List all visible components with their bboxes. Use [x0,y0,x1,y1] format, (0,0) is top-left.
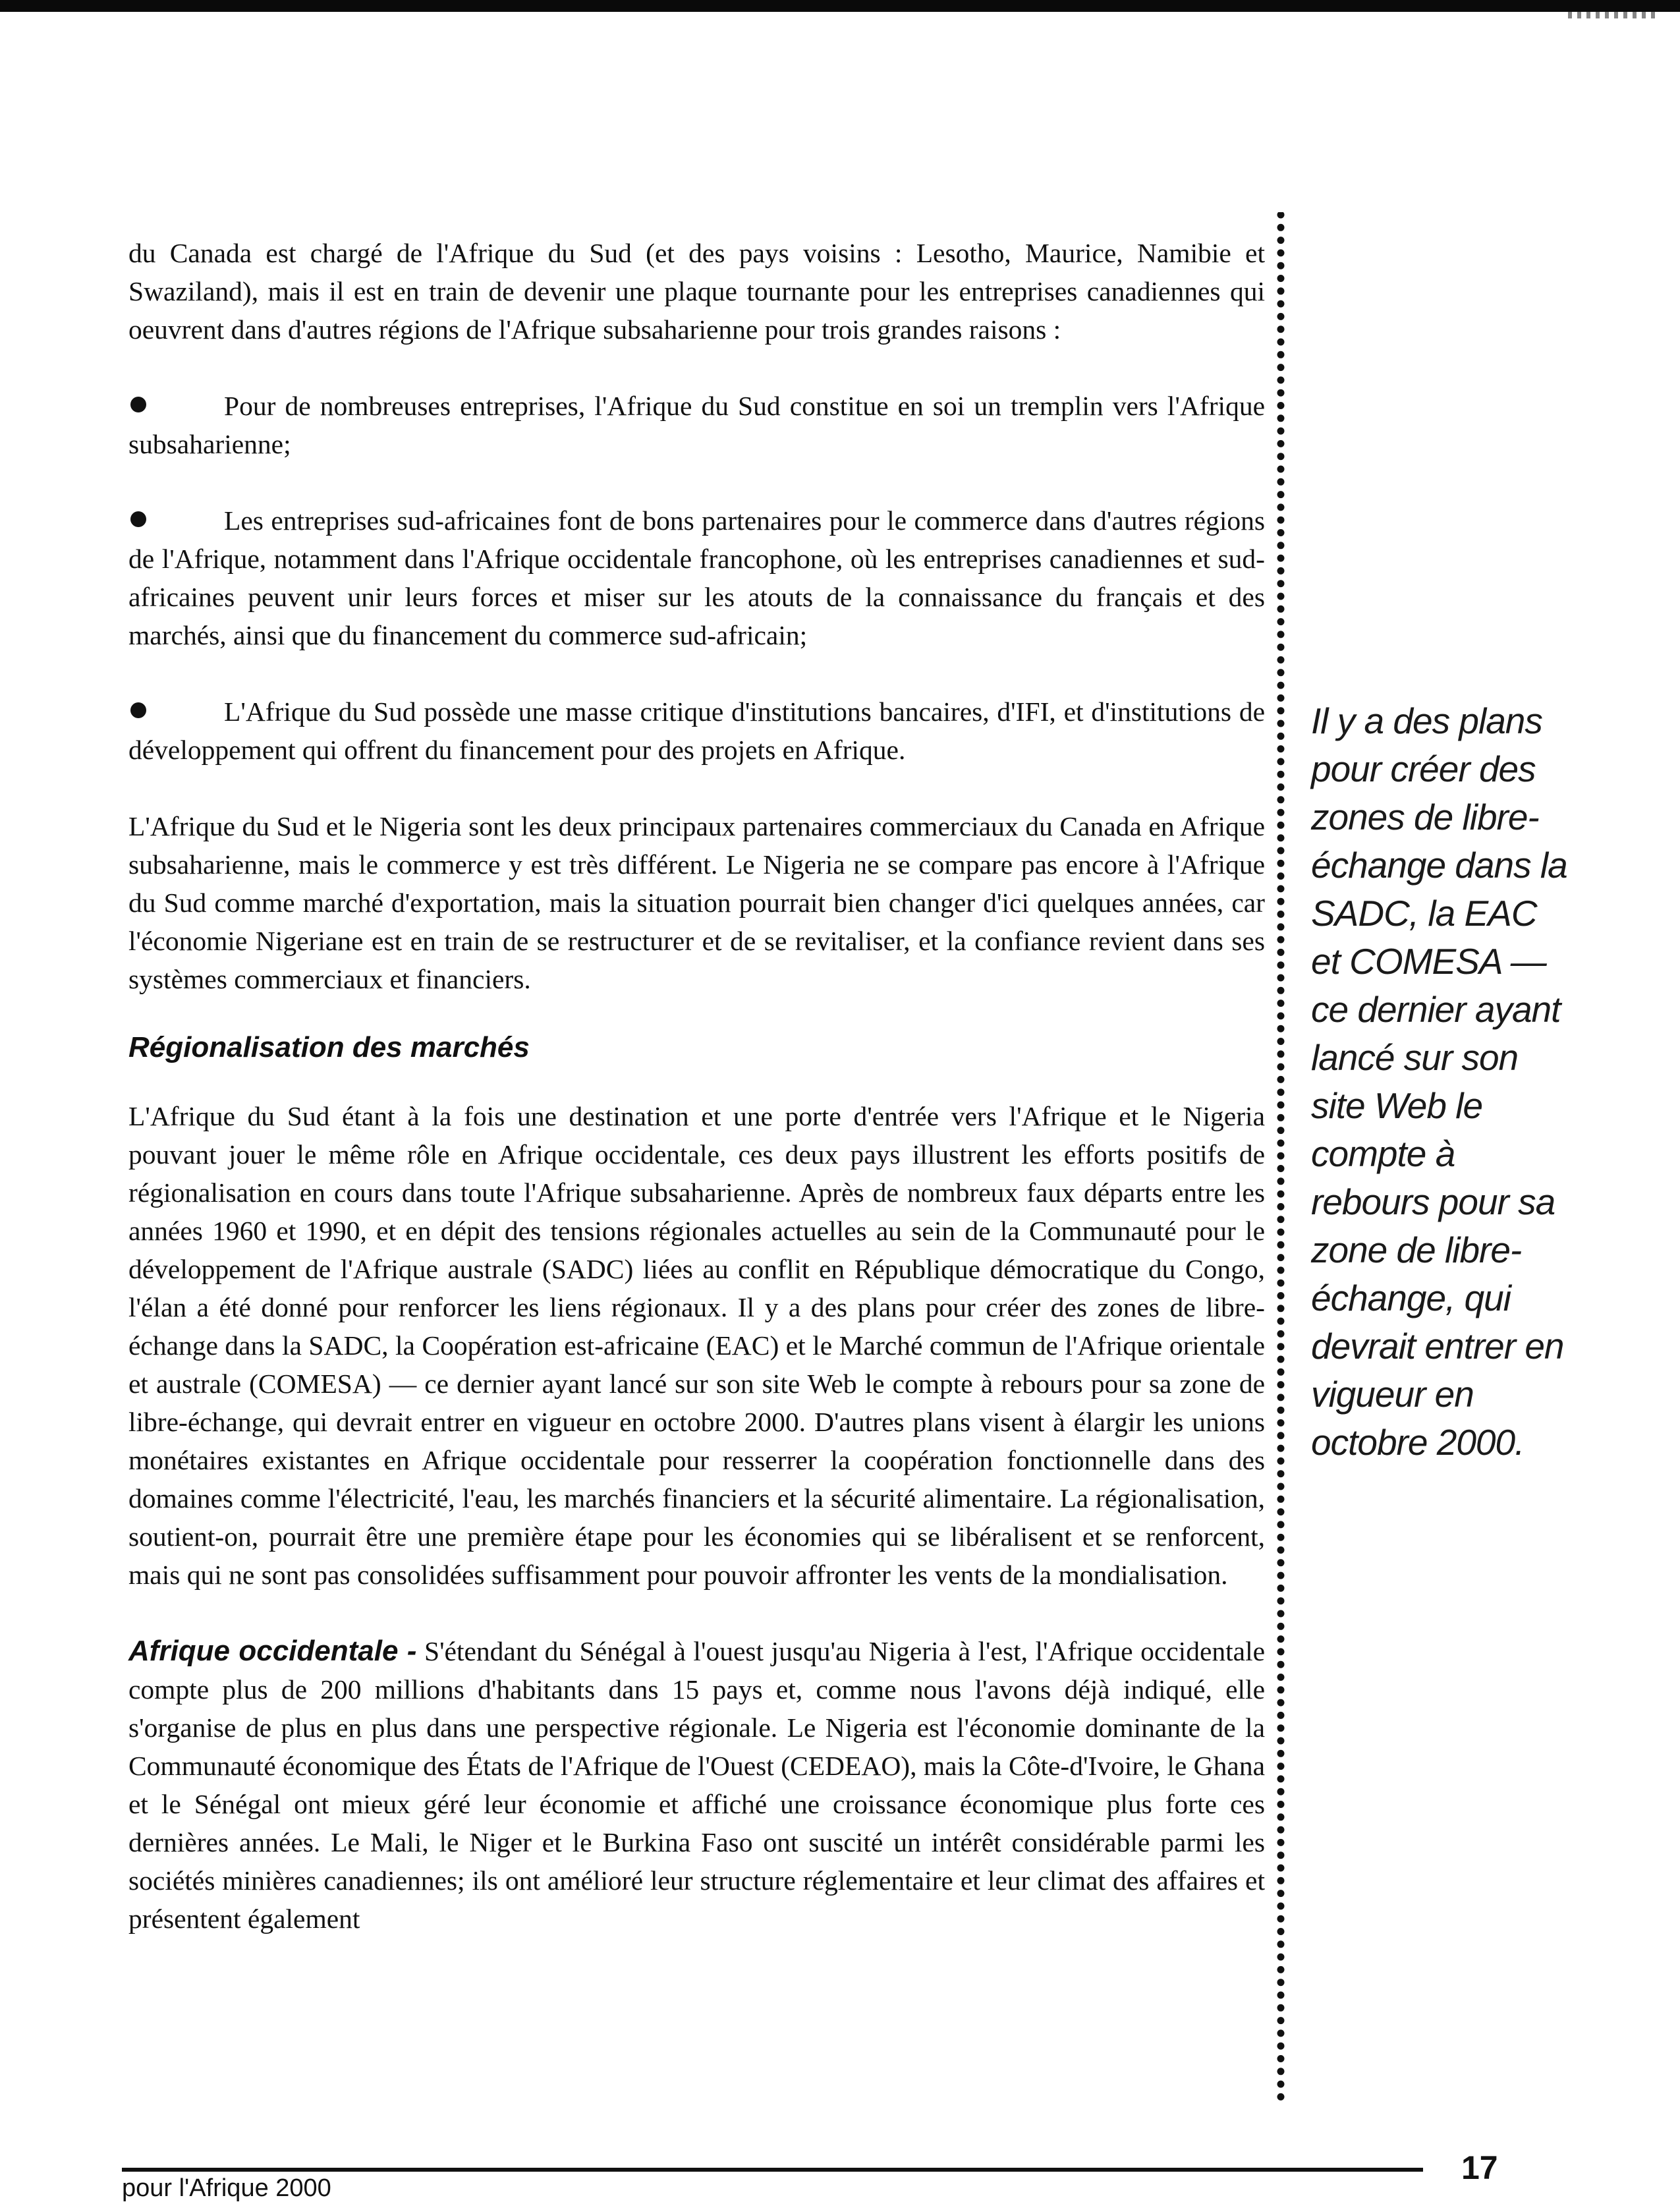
bullet-item-1 [128,387,1265,463]
bullet-icon [130,397,146,412]
bullet-icon [130,511,146,527]
pull-quote-line: Il y a des plans [1311,700,1542,741]
pull-quote-line: vigueur en [1311,1374,1474,1415]
pull-quote-line: zone de libre- [1311,1229,1522,1270]
dotted-divider [1276,212,1285,2101]
bullet-item-3 [128,692,1265,769]
pull-quote-line: échange, qui [1311,1278,1511,1318]
footer-title: pour l'Afrique 2000 [122,2174,331,2202]
pull-quote-line: rebours pour sa [1311,1181,1555,1222]
pull-quote-line: SADC, la EAC [1311,893,1537,934]
footer-rule [122,2168,1423,2172]
regionalisation-paragraph: L'Afrique du Sud étant à la fois une destination et une porte d'entrée vers l'Afrique et le Nigeria pouvant jouer le même rôle en Afrique occidentale, ces deux pays illustrent les efforts positifs de régionalisation en cours dans toute l'Afrique subsaharienne. Après de nombreux faux départs entre les années 1960 et 1990, et en dépit des tensions régionales actuelles au sein de la Communauté pour le développement de l'Afrique australe (SADC) liées au conflit en République démocratique du Congo, l'élan a été donné pour renforcer les liens régionaux. Il y a des plans pour créer des zones de libre-échange dans la SADC, la Coopération est-africaine (EAC) et le Marché commun de l'Afrique orientale et australe (COMESA) — ce dernier ayant lancé sur son site Web le compte à rebours pour sa zone de libre-échange, qui devrait entrer en vigueur en octobre 2000. D'autres plans visent à élargir les unions monétaires existantes en Afrique occidentale pour resserrer la coopération fonctionnelle dans des domaines comme l'électricité, l'eau, les marchés financiers et la sécurité alimentaire. La régionalisation, soutient-on, pourrait être une première étape pour les économies qui se libéralisent et se renforcent, mais qui ne sont pas consolidées suffisamment pour pouvoir affronter les vents de la mondialisation. [128,1101,1265,1590]
pull-quote-line: pour créer des [1311,748,1536,789]
trade-paragraph: L'Afrique du Sud et le Nigeria sont les deux principaux partenaires commerciaux du Canada en Afrique subsaharienne, mais le commerce y est très différent. Le Nigeria ne se compare pas encore à l'Afrique du Sud comme marché d'exportation, mais la situation pourrait bien changer d'ici quelques années, car l'économie Nigeriane est en train de se restructurer et de se revitaliser, et la confiance revient dans ses systèmes commerciaux et financiers. [128,811,1265,994]
pull-quote-line: et COMESA — [1311,941,1546,982]
pull-quote-line: site Web le [1311,1085,1483,1126]
pull-quote [1311,697,1575,1467]
pull-quote-line: devrait entrer en [1311,1326,1564,1367]
intro-paragraph: du Canada est chargé de l'Afrique du Sud (et des pays voisins : Lesotho, Maurice, Namibie et Swaziland), mais il est en train de devenir une plaque tournante pour les entreprises canadiennes qui oeuvrent dans d'autres régions de l'Afrique subsaharienne pour trois grandes raisons : [128,238,1265,345]
bullet-icon [130,702,146,718]
pull-quote-line: lancé sur son [1311,1037,1519,1078]
west-africa-text: S'étendant du Sénégal à l'ouest jusqu'au Nigeria à l'est, l'Afrique occidentale compte plus de 200 millions d'habitants dans 15 pays et, comme nous l'avons déjà indiqué, elle s'organise de plus en plus dans une perspective régionale. Le Nigeria est l'économie dominante de la Communauté économique des États de l'Afrique de l'Ouest (CEDEAO), mais la Côte-d'Ivoire, le Ghana et le Sénégal ont mieux géré leur économie et affiché une croissance économique plus forte ces dernières années. Le Mali, le Niger et le Burkina Faso ont suscité un intérêt considérable parmi les sociétés minières canadiennes; ils ont amélioré leur structure réglementaire et leur climat des affaires et présentent également [128,1636,1266,1934]
section-heading: Régionalisation des marchés [128,1031,530,1063]
top-border-rule [0,0,1680,12]
bullet-item-2 [128,501,1265,654]
west-africa-paragraph [128,1632,1265,1938]
pull-quote-line: zones de libre- [1311,797,1539,837]
bullet-text: Pour de nombreuses entreprises, l'Afrique du Sud constitue en soi un tremplin vers l'Afrique subsaharienne; [128,391,1265,459]
bullet-text: L'Afrique du Sud possède une masse critique d'institutions bancaires, d'IFI, et d'institutions de développement qui offrent du financement pour des projets en Afrique. [128,696,1265,765]
pull-quote-line: octobre 2000. [1311,1422,1525,1463]
pull-quote-line: compte à [1311,1133,1455,1174]
main-text-column [128,234,1265,1938]
pull-quote-line: ce dernier ayant [1311,989,1561,1030]
inline-heading: Afrique occidentale - [128,1635,417,1667]
page-number: 17 [1461,2149,1498,2186]
scan-artifact [1568,12,1660,18]
bullet-text: Les entreprises sud-africaines font de bons partenaires pour le commerce dans d'autres régions de l'Afrique, notamment dans l'Afrique occidentale francophone, où les entreprises canadiennes et sud-africaines peuvent unir leurs forces et miser sur les atouts de la connaissance du français et des marchés, ainsi que du financement du commerce sud-africain; [128,505,1265,650]
pull-quote-line: échange dans la [1311,845,1567,886]
